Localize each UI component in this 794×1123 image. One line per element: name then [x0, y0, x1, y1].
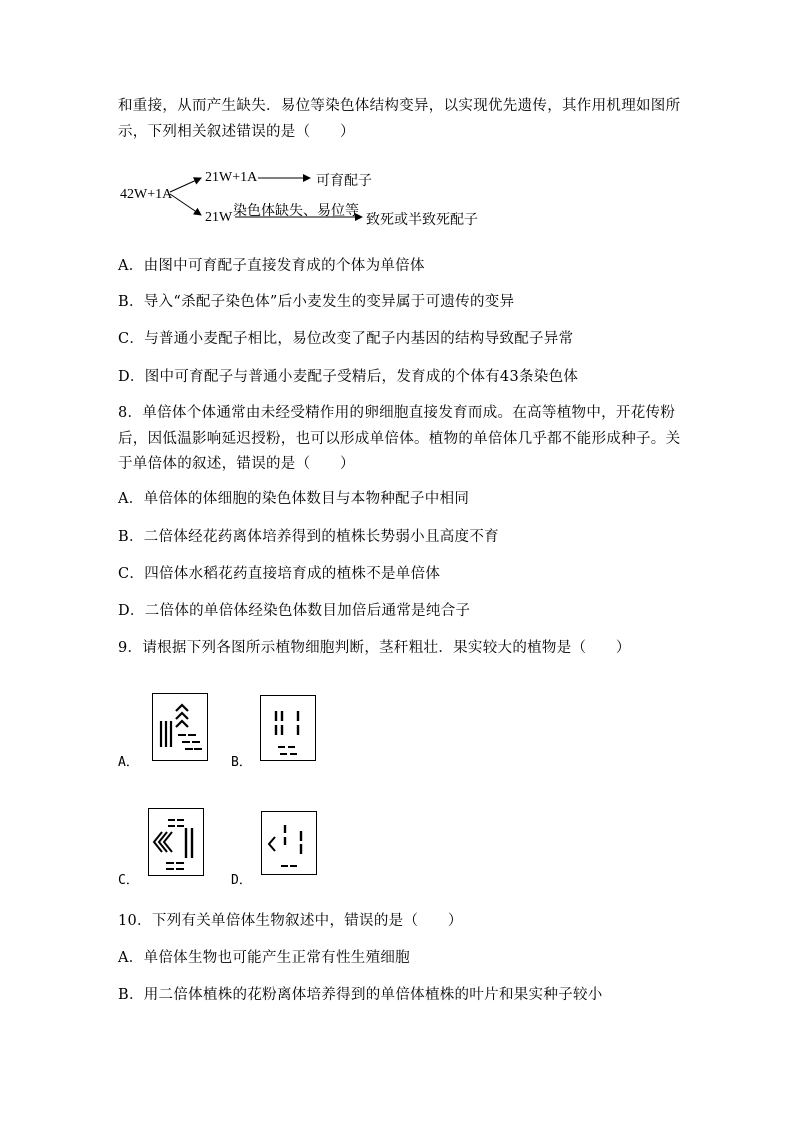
diagram-lower-gamete: 21W: [205, 210, 233, 225]
diagram-upper-result: 可育配子: [316, 173, 372, 189]
cell-c-image: [148, 808, 204, 876]
q9-stem: 9．请根据下列各图所示植物细胞判断，茎秆粗壮．果实较大的植物是（ ）: [118, 640, 631, 656]
diagram-arrows: [0, 0, 794, 260]
q9-label-c: C．: [118, 873, 139, 888]
branch-up-arrow: [170, 178, 201, 192]
q7-option-b: B．导入“杀配子染色体”后小麦发生的变异属于可遗传的变异: [118, 294, 515, 310]
intro-line-2: 示，下列相关叙述错误的是（ ）: [118, 124, 355, 140]
diagram-lower-result: 致死或半致死配子: [366, 212, 478, 228]
branch-down-arrow: [170, 194, 201, 215]
diagram-parent: 42W+1A: [120, 187, 173, 202]
q8-stem-line-3: 于单倍体的叙述，错误的是（ ）: [118, 456, 355, 472]
q10-stem: 10．下列有关单倍体生物叙述中，错误的是（ ）: [118, 913, 463, 929]
q9-label-d: D．: [231, 873, 252, 888]
q8-stem-line-1: 8．单倍体个体通常由未经受精作用的卵细胞直接发育而成。在高等植物中，开花传粉: [118, 405, 676, 421]
q7-option-d: D．图中可育配子与普通小麦配子受精后，发育成的个体有43条染色体: [118, 369, 579, 385]
q8-option-d: D．二倍体的单倍体经染色体数目加倍后通常是纯合子: [118, 603, 471, 619]
q9-label-b: B．: [231, 755, 252, 770]
diagram-upper-gamete: 21W+1A: [205, 170, 258, 185]
q8-option-c: C．四倍体水稻花药直接培育成的植株不是单倍体: [118, 566, 441, 582]
q7-option-c: C．与普通小麦配子相比，易位改变了配子内基因的结构导致配子异常: [118, 331, 574, 347]
q10-option-a: A．单倍体生物也可能产生正常有性生殖细胞: [118, 950, 410, 966]
q10-option-b: B．用二倍体植株的花粉离体培养得到的单倍体植株的叶片和果实种子较小: [118, 987, 603, 1003]
cell-d-image: [261, 811, 317, 875]
cell-b-image: [260, 695, 316, 761]
diagram-lower-process: 染色体缺失、易位等: [233, 203, 359, 219]
q8-option-b: B．二倍体经花药离体培养得到的植株长势弱小且高度不育: [118, 529, 499, 545]
q8-stem-line-2: 后，因低温影响延迟授粉，也可以形成单倍体。植物的单倍体几乎都不能形成种子。关: [118, 431, 681, 447]
q7-option-a: A．由图中可育配子直接发育成的个体为单倍体: [118, 258, 425, 274]
q8-option-a: A．单倍体的体细胞的染色体数目与本物种配子中相同: [118, 491, 470, 507]
cell-a-image: [152, 693, 208, 761]
intro-line-1: 和重接，从而产生缺失．易位等染色体结构变异，以实现优先遗传，其作用机理如图所: [118, 98, 681, 114]
q9-label-a: A．: [118, 755, 139, 770]
